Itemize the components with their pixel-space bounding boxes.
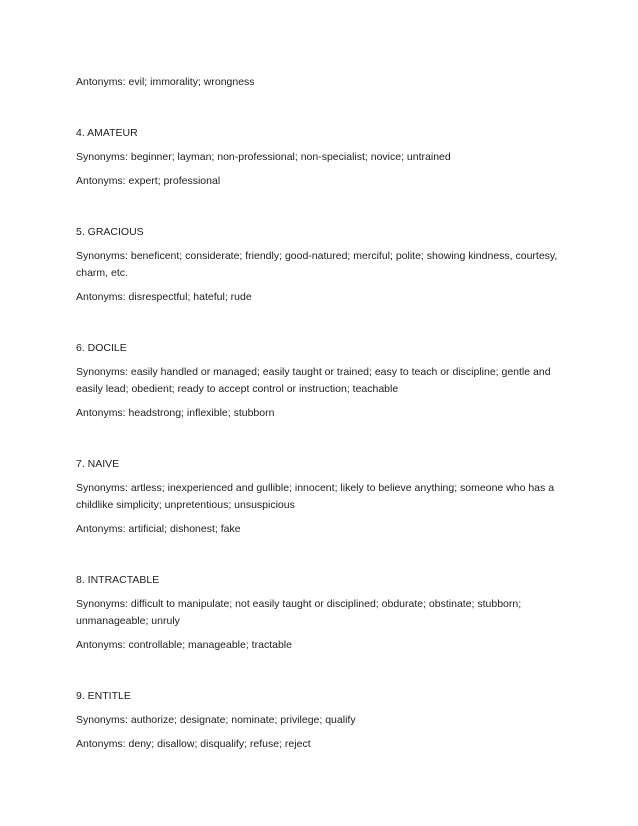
entry-amateur	[76, 125, 566, 190]
entry-intractable	[76, 572, 566, 654]
entry-term: 6. DOCILE	[76, 342, 127, 354]
entry-synonyms: Synonyms: beginner; layman; non-professional; non-specialist; novice; untrained	[76, 151, 451, 163]
entry-term: 8. INTRACTABLE	[76, 574, 160, 586]
entry-synonyms: Synonyms: authorize; designate; nominate; privilege; qualify	[76, 714, 356, 726]
document-content	[76, 74, 566, 787]
intro-antonyms: Antonyms: evil; immorality; wrongness	[76, 76, 255, 88]
entry-term: 4. AMATEUR	[76, 127, 138, 139]
entry-antonyms: Antonyms: deny; disallow; disqualify; refuse; reject	[76, 738, 311, 750]
entry-synonyms: Synonyms: easily handled or managed; easily taught or trained; easy to teach or discipline; gentle and easily lead; obedient; ready to accept control or instruction; teachable	[76, 366, 551, 395]
entry-docile	[76, 340, 566, 422]
entry-antonyms: Antonyms: controllable; manageable; tractable	[76, 639, 292, 651]
entry-term: 5. GRACIOUS	[76, 226, 144, 238]
entry-synonyms: Synonyms: difficult to manipulate; not easily taught or disciplined; obdurate; obstinate; stubborn; unmanageable; unruly	[76, 598, 522, 627]
entry-antonyms: Antonyms: disrespectful; hateful; rude	[76, 291, 252, 303]
entry-antonyms: Antonyms: headstrong; inflexible; stubborn	[76, 407, 275, 419]
entry-gracious	[76, 224, 566, 306]
entry-term: 7. NAIVE	[76, 458, 120, 470]
entry-synonyms: Synonyms: beneficent; considerate; friendly; good-natured; merciful; polite; showing kindness, courtesy, charm, etc.	[76, 250, 558, 279]
entry-term: 9. ENTITLE	[76, 690, 131, 702]
entry-entitle	[76, 688, 566, 753]
entry-naive	[76, 456, 566, 538]
entry-antonyms: Antonyms: expert; professional	[76, 175, 221, 187]
entry-synonyms: Synonyms: artless; inexperienced and gullible; innocent; likely to believe anything; someone who has a childlike simplicity; unpretentious; unsuspicious	[76, 482, 555, 511]
entry-antonyms: Antonyms: artificial; dishonest; fake	[76, 523, 241, 535]
